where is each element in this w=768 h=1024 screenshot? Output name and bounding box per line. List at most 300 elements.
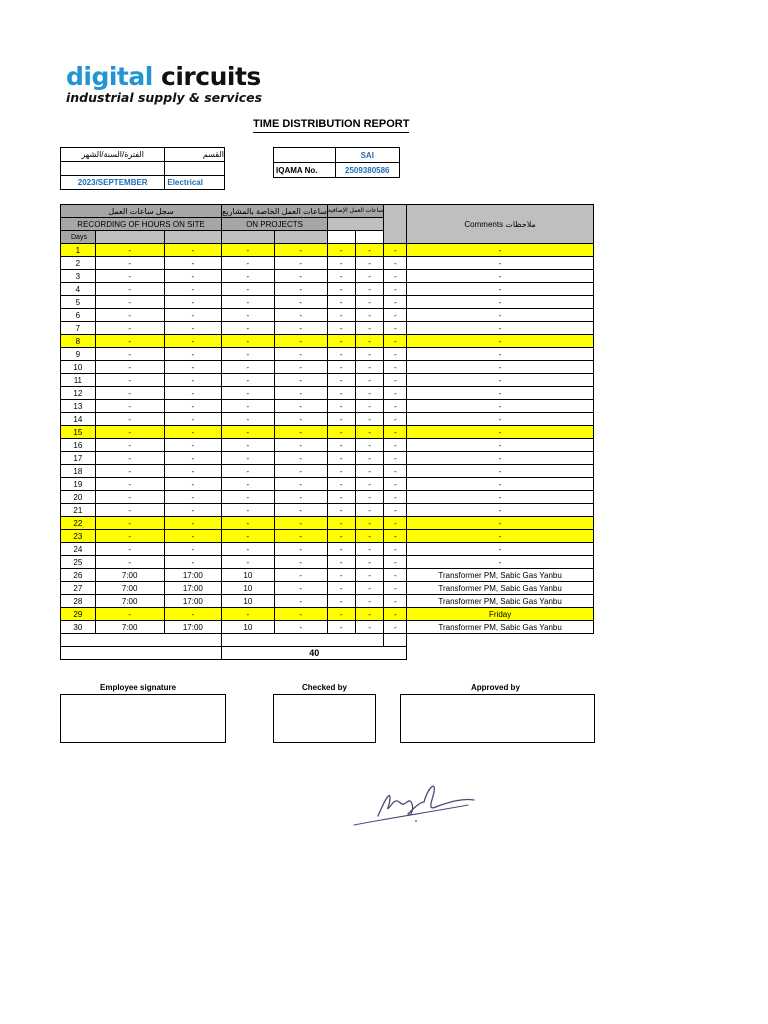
- employee-signature-label: Employee signature: [100, 683, 177, 692]
- hours-cell: -: [274, 335, 327, 348]
- table-row: [61, 426, 594, 439]
- hours-cell: -: [274, 504, 327, 517]
- hours-cell: -: [164, 478, 222, 491]
- hours-cell: -: [274, 569, 327, 582]
- table-row: [61, 387, 594, 400]
- employee-table: [273, 147, 400, 178]
- hours-cell: -: [95, 387, 164, 400]
- hours-cell: -: [95, 413, 164, 426]
- hours-cell: -: [164, 374, 222, 387]
- hours-cell: 17:00: [164, 621, 222, 634]
- hours-cell: -: [222, 361, 274, 374]
- hours-cell: -: [222, 556, 274, 569]
- hours-cell: -: [164, 283, 222, 296]
- hours-cell: -: [274, 309, 327, 322]
- days-header-cell: [355, 231, 384, 244]
- hours-cell: -: [164, 296, 222, 309]
- table-row: [61, 361, 594, 374]
- hours-cell: -: [164, 361, 222, 374]
- day-cell: 14: [61, 413, 96, 426]
- days-header-cell: [274, 231, 327, 244]
- table-row: [61, 400, 594, 413]
- hours-cell: -: [222, 270, 274, 283]
- comment-cell: -: [407, 543, 594, 556]
- table-row: [61, 270, 594, 283]
- hours-cell: -: [222, 452, 274, 465]
- hours-cell: -: [95, 517, 164, 530]
- day-cell: 20: [61, 491, 96, 504]
- comment-cell: -: [407, 257, 594, 270]
- comment-cell: -: [407, 283, 594, 296]
- hours-cell: -: [327, 387, 355, 400]
- hours-cell: -: [355, 439, 384, 452]
- hours-cell: -: [274, 543, 327, 556]
- company-name-part1: digital: [66, 62, 153, 91]
- table-row: [61, 283, 594, 296]
- table-row: [61, 439, 594, 452]
- hours-cell: -: [164, 270, 222, 283]
- hours-cell: 7:00: [95, 582, 164, 595]
- iqama-value: 2509380586: [335, 163, 399, 178]
- table-row: [61, 348, 594, 361]
- hours-cell: -: [355, 595, 384, 608]
- hours-cell: -: [274, 530, 327, 543]
- hours-cell: -: [222, 426, 274, 439]
- hours-cell: 10: [222, 569, 274, 582]
- hours-cell: -: [384, 387, 407, 400]
- day-cell: 2: [61, 257, 96, 270]
- hours-cell: -: [327, 608, 355, 621]
- header-blank: [384, 205, 407, 244]
- day-cell: 27: [61, 582, 96, 595]
- comment-cell: -: [407, 387, 594, 400]
- hours-cell: -: [355, 504, 384, 517]
- day-cell: 18: [61, 465, 96, 478]
- hours-cell: -: [222, 387, 274, 400]
- hours-cell: -: [384, 608, 407, 621]
- hours-cell: -: [384, 335, 407, 348]
- hours-cell: -: [164, 517, 222, 530]
- hours-cell: -: [384, 543, 407, 556]
- hours-cell: -: [355, 556, 384, 569]
- hours-cell: -: [355, 621, 384, 634]
- hours-cell: -: [164, 387, 222, 400]
- hours-cell: -: [274, 270, 327, 283]
- hours-cell: 17:00: [164, 595, 222, 608]
- hours-cell: -: [327, 478, 355, 491]
- hours-cell: 17:00: [164, 569, 222, 582]
- hours-cell: -: [164, 335, 222, 348]
- table-row: [61, 374, 594, 387]
- hours-cell: -: [327, 244, 355, 257]
- hours-cell: -: [164, 322, 222, 335]
- comment-cell: -: [407, 504, 594, 517]
- hours-cell: -: [327, 491, 355, 504]
- hours-cell: -: [355, 400, 384, 413]
- comment-cell: -: [407, 478, 594, 491]
- table-row: [61, 543, 594, 556]
- hours-cell: -: [384, 309, 407, 322]
- comment-cell: -: [407, 296, 594, 309]
- hours-cell: -: [355, 543, 384, 556]
- hours-cell: -: [222, 322, 274, 335]
- hours-cell: -: [384, 426, 407, 439]
- day-cell: 12: [61, 387, 96, 400]
- hours-cell: -: [222, 491, 274, 504]
- hours-cell: -: [164, 348, 222, 361]
- comment-cell: -: [407, 374, 594, 387]
- hours-cell: -: [164, 439, 222, 452]
- hours-cell: -: [274, 296, 327, 309]
- hours-cell: -: [355, 465, 384, 478]
- comment-cell: -: [407, 426, 594, 439]
- table-row: [61, 491, 594, 504]
- day-cell: 29: [61, 608, 96, 621]
- table-row: [61, 556, 594, 569]
- hours-cell: -: [164, 530, 222, 543]
- department-value: Electrical: [165, 176, 225, 190]
- hours-cell: -: [274, 491, 327, 504]
- table-row: [61, 569, 594, 582]
- hours-cell: -: [95, 309, 164, 322]
- header-projects-en: ON PROJECTS: [222, 218, 328, 231]
- hours-cell: -: [327, 517, 355, 530]
- hours-cell: -: [274, 608, 327, 621]
- hours-cell: -: [384, 322, 407, 335]
- hours-cell: -: [355, 478, 384, 491]
- hours-cell: -: [95, 465, 164, 478]
- hours-cell: -: [327, 309, 355, 322]
- hours-cell: -: [95, 530, 164, 543]
- hours-cell: -: [327, 530, 355, 543]
- hours-cell: -: [164, 426, 222, 439]
- company-tagline: industrial supply & services: [66, 90, 263, 105]
- hours-cell: -: [95, 543, 164, 556]
- comment-cell: -: [407, 530, 594, 543]
- hours-cell: -: [327, 543, 355, 556]
- department-label: القسم: [165, 148, 225, 162]
- hours-cell: -: [327, 439, 355, 452]
- department-blank: [165, 162, 225, 176]
- table-row: [61, 478, 594, 491]
- hours-cell: -: [355, 322, 384, 335]
- hours-cell: -: [164, 257, 222, 270]
- days-header-cell: [327, 231, 355, 244]
- hours-cell: -: [222, 413, 274, 426]
- hours-cell: -: [274, 621, 327, 634]
- hours-cell: -: [95, 400, 164, 413]
- hours-cell: -: [355, 569, 384, 582]
- table-row: [61, 582, 594, 595]
- hours-cell: -: [327, 504, 355, 517]
- days-header-cell: [95, 231, 164, 244]
- hours-cell: -: [384, 465, 407, 478]
- hours-cell: -: [222, 504, 274, 517]
- table-row: [61, 413, 594, 426]
- hours-cell: -: [222, 608, 274, 621]
- day-cell: 3: [61, 270, 96, 283]
- approved-by-box: [400, 694, 595, 743]
- hours-cell: -: [222, 348, 274, 361]
- hours-cell: -: [355, 296, 384, 309]
- total-spacer-row: [61, 634, 594, 647]
- day-cell: 16: [61, 439, 96, 452]
- hours-cell: -: [384, 569, 407, 582]
- hours-cell: -: [384, 413, 407, 426]
- hours-cell: -: [384, 270, 407, 283]
- hours-cell: -: [384, 504, 407, 517]
- hours-cell: -: [327, 452, 355, 465]
- employee-name-label: [274, 148, 336, 163]
- day-cell: 15: [61, 426, 96, 439]
- day-cell: 6: [61, 309, 96, 322]
- hours-cell: -: [164, 556, 222, 569]
- hours-cell: -: [95, 283, 164, 296]
- comment-cell: -: [407, 309, 594, 322]
- hours-cell: -: [222, 283, 274, 296]
- checked-by-box: [273, 694, 376, 743]
- hours-cell: -: [274, 556, 327, 569]
- hours-cell: -: [327, 348, 355, 361]
- header-projects-ar: ساعات العمل الخاصة بالمشاريع: [222, 206, 327, 216]
- hours-cell: -: [222, 465, 274, 478]
- hours-cell: 10: [222, 621, 274, 634]
- day-cell: 1: [61, 244, 96, 257]
- hours-cell: -: [274, 595, 327, 608]
- hours-cell: -: [327, 283, 355, 296]
- total-label-cell: [61, 647, 222, 660]
- hours-cell: -: [327, 582, 355, 595]
- hours-cell: -: [384, 283, 407, 296]
- hours-cell: -: [274, 283, 327, 296]
- hours-cell: -: [327, 413, 355, 426]
- day-cell: 4: [61, 283, 96, 296]
- header-extra-ar: ساعات العمل الإضافية: [327, 205, 384, 218]
- hours-cell: -: [384, 595, 407, 608]
- hours-cell: -: [222, 335, 274, 348]
- day-cell: 13: [61, 400, 96, 413]
- hours-cell: -: [384, 361, 407, 374]
- day-cell: 11: [61, 374, 96, 387]
- hours-cell: -: [164, 413, 222, 426]
- hours-cell: -: [355, 283, 384, 296]
- hours-cell: -: [384, 439, 407, 452]
- hours-cell: -: [274, 322, 327, 335]
- hours-cell: -: [384, 244, 407, 257]
- hours-cell: 7:00: [95, 569, 164, 582]
- hours-cell: -: [384, 556, 407, 569]
- hours-cell: -: [274, 517, 327, 530]
- total-row: [61, 647, 594, 660]
- hours-cell: -: [355, 491, 384, 504]
- hours-cell: -: [274, 439, 327, 452]
- hours-cell: -: [327, 335, 355, 348]
- day-cell: 28: [61, 595, 96, 608]
- hours-cell: -: [355, 361, 384, 374]
- hours-cell: -: [222, 517, 274, 530]
- hours-cell: -: [95, 335, 164, 348]
- hours-cell: -: [274, 348, 327, 361]
- day-cell: 23: [61, 530, 96, 543]
- hours-cell: -: [164, 465, 222, 478]
- hours-cell: -: [355, 348, 384, 361]
- day-cell: 25: [61, 556, 96, 569]
- hours-cell: -: [222, 530, 274, 543]
- day-cell: 8: [61, 335, 96, 348]
- hours-cell: -: [274, 374, 327, 387]
- comment-cell: -: [407, 244, 594, 257]
- hours-cell: -: [164, 244, 222, 257]
- header-comments: Comments ملاحظات: [407, 205, 594, 244]
- hours-cell: -: [355, 413, 384, 426]
- comment-cell: Transformer PM, Sabic Gas Yanbu: [407, 569, 594, 582]
- hours-cell: -: [355, 452, 384, 465]
- hours-cell: -: [95, 361, 164, 374]
- hours-cell: -: [164, 543, 222, 556]
- hours-cell: -: [274, 387, 327, 400]
- hours-cell: -: [355, 582, 384, 595]
- hours-cell: -: [274, 478, 327, 491]
- hours-cell: -: [164, 452, 222, 465]
- hours-cell: -: [355, 244, 384, 257]
- hours-cell: -: [384, 478, 407, 491]
- comment-cell: Transformer PM, Sabic Gas Yanbu: [407, 595, 594, 608]
- total-spacer: [222, 634, 384, 647]
- handwritten-signature-icon: [350, 778, 480, 830]
- hours-cell: -: [384, 348, 407, 361]
- approved-by-label: Approved by: [471, 683, 520, 692]
- hours-cell: -: [384, 517, 407, 530]
- hours-cell: -: [95, 439, 164, 452]
- total-spacer: [61, 634, 222, 647]
- report-title: TIME DISTRIBUTION REPORT: [253, 118, 409, 133]
- period-table: [60, 147, 225, 190]
- hours-cell: -: [164, 504, 222, 517]
- day-cell: 5: [61, 296, 96, 309]
- total-hours: 40: [222, 647, 407, 660]
- hours-cell: -: [95, 244, 164, 257]
- hours-cell: -: [327, 322, 355, 335]
- table-row: [61, 322, 594, 335]
- hours-cell: -: [222, 374, 274, 387]
- hours-cell: -: [327, 374, 355, 387]
- hours-cell: -: [355, 426, 384, 439]
- company-name: [66, 62, 262, 92]
- hours-cell: -: [327, 257, 355, 270]
- hours-cell: -: [384, 374, 407, 387]
- hours-cell: -: [274, 257, 327, 270]
- day-cell: 30: [61, 621, 96, 634]
- hours-cell: -: [384, 530, 407, 543]
- hours-cell: -: [355, 335, 384, 348]
- hours-cell: -: [95, 426, 164, 439]
- comment-cell: Friday: [407, 608, 594, 621]
- hours-cell: -: [222, 478, 274, 491]
- table-row: [61, 517, 594, 530]
- period-value: 2023/SEPTEMBER: [61, 176, 165, 190]
- table-row: [61, 296, 594, 309]
- hours-cell: -: [95, 478, 164, 491]
- hours-cell: -: [95, 296, 164, 309]
- hours-cell: -: [274, 361, 327, 374]
- employee-signature-box: [60, 694, 226, 743]
- comment-cell: -: [407, 348, 594, 361]
- comment-cell: -: [407, 556, 594, 569]
- day-cell: 19: [61, 478, 96, 491]
- hours-cell: -: [384, 491, 407, 504]
- hours-cell: -: [274, 413, 327, 426]
- header-extra-en: [327, 218, 384, 231]
- hours-cell: -: [327, 569, 355, 582]
- hours-cell: -: [222, 309, 274, 322]
- hours-cell: -: [164, 491, 222, 504]
- hours-cell: -: [274, 244, 327, 257]
- table-row: [61, 621, 594, 634]
- hours-cell: -: [327, 595, 355, 608]
- hours-cell: -: [95, 491, 164, 504]
- table-row: [61, 309, 594, 322]
- employee-name: SAI: [335, 148, 399, 163]
- hours-cell: -: [355, 309, 384, 322]
- hours-cell: -: [355, 257, 384, 270]
- comment-cell: -: [407, 335, 594, 348]
- comment-cell: -: [407, 400, 594, 413]
- hours-cell: -: [222, 543, 274, 556]
- hours-cell: -: [355, 530, 384, 543]
- hours-cell: -: [222, 400, 274, 413]
- day-cell: 21: [61, 504, 96, 517]
- table-row: [61, 452, 594, 465]
- hours-cell: -: [95, 452, 164, 465]
- hours-cell: -: [222, 439, 274, 452]
- hours-cell: -: [384, 452, 407, 465]
- hours-cell: -: [274, 452, 327, 465]
- hours-cell: -: [327, 621, 355, 634]
- hours-cell: 17:00: [164, 582, 222, 595]
- hours-cell: -: [384, 582, 407, 595]
- comment-cell: -: [407, 439, 594, 452]
- header-row-arabic: [61, 205, 594, 218]
- table-row: [61, 595, 594, 608]
- hours-cell: 10: [222, 595, 274, 608]
- hours-cell: -: [384, 296, 407, 309]
- table-row: [61, 530, 594, 543]
- table-row: [61, 608, 594, 621]
- hours-cell: -: [355, 270, 384, 283]
- comment-cell: -: [407, 361, 594, 374]
- day-cell: 7: [61, 322, 96, 335]
- comment-cell: -: [407, 452, 594, 465]
- hours-cell: -: [95, 257, 164, 270]
- iqama-label: IQAMA No.: [274, 163, 336, 178]
- comment-cell: -: [407, 491, 594, 504]
- hours-cell: -: [384, 621, 407, 634]
- comment-cell: -: [407, 322, 594, 335]
- table-row: [61, 257, 594, 270]
- hours-cell: -: [95, 556, 164, 569]
- total-spacer: [384, 634, 407, 647]
- comment-cell: Transformer PM, Sabic Gas Yanbu: [407, 582, 594, 595]
- header-site-ar: سجل ساعات العمل: [61, 205, 222, 218]
- hours-cell: -: [355, 608, 384, 621]
- table-row: [61, 335, 594, 348]
- hours-cell: 7:00: [95, 621, 164, 634]
- hours-cell: -: [274, 400, 327, 413]
- company-name-part2: circuits: [161, 62, 261, 91]
- hours-table: [60, 204, 594, 660]
- hours-cell: -: [95, 374, 164, 387]
- hours-cell: -: [164, 309, 222, 322]
